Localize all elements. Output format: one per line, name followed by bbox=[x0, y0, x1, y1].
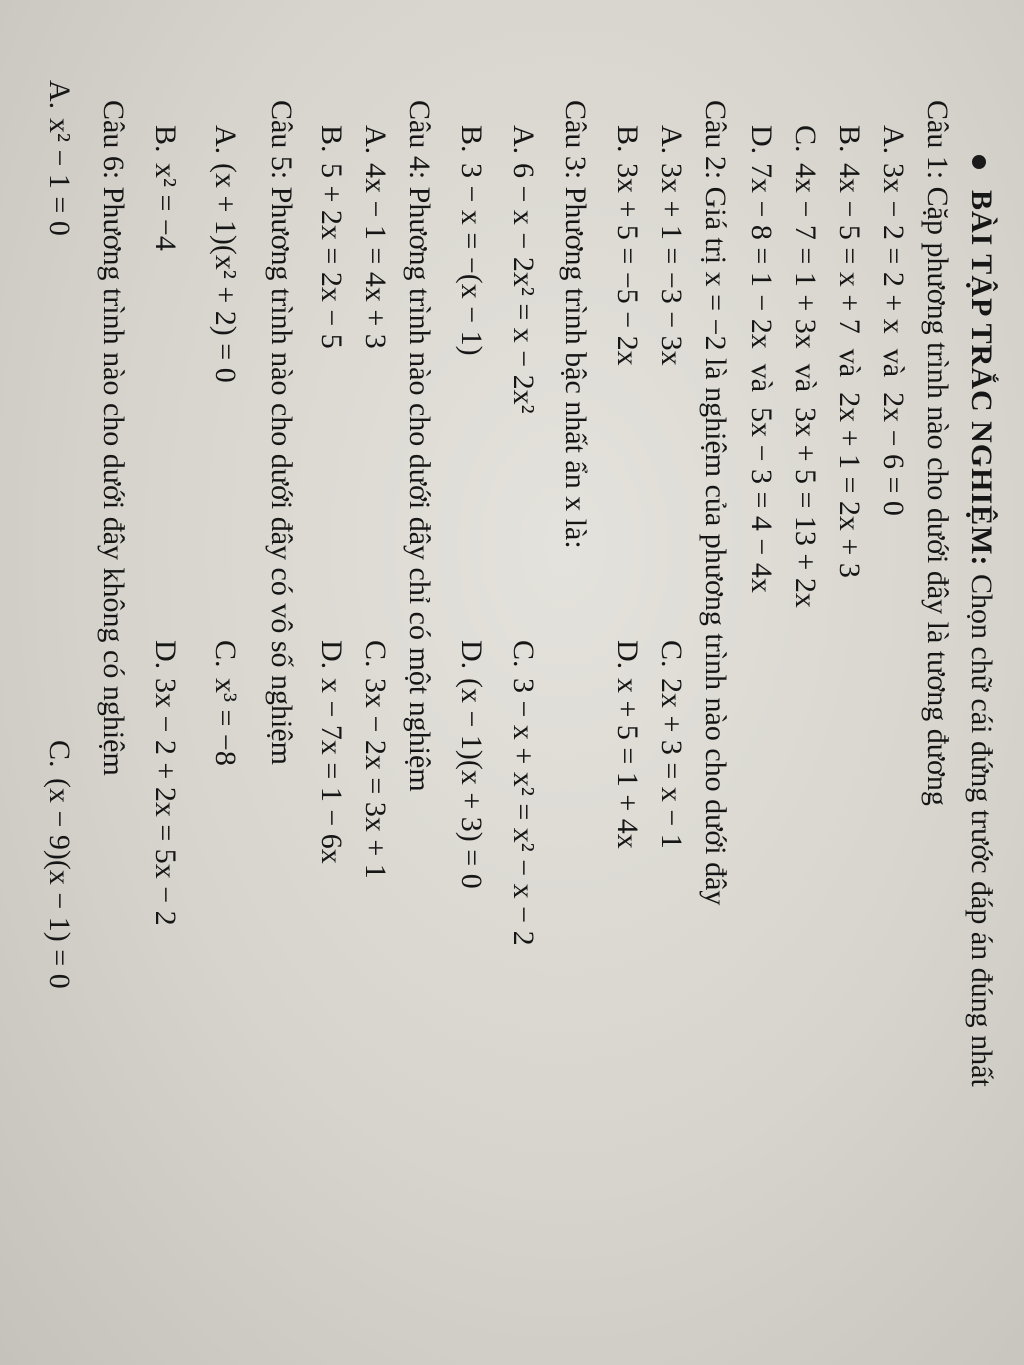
question-4-option-d: D.x − 7x = 1 − 6x bbox=[315, 640, 348, 864]
question-5-option-a: A.(x + 1)(x² + 2) = 0 bbox=[209, 125, 242, 383]
question-2-text: Câu 2: Giá trị x = −2 là nghiệm của phương trình nào cho dưới đây bbox=[699, 100, 732, 906]
question-1-option-d: D.7x − 8 = 1 − 2x và 5x − 3 = 4 − 4x bbox=[745, 125, 778, 593]
question-3-option-c: C.3 − x + x² = x² − x − 2 bbox=[507, 640, 540, 946]
question-4-option-a: A.4x − 1 = 4x + 3 bbox=[359, 125, 392, 349]
question-1-option-a: A.3x − 2 = 2 + x và 2x − 6 = 0 bbox=[877, 125, 910, 516]
question-6-option-a: A.x² − 1 = 0 bbox=[43, 80, 76, 236]
question-6-option-c: C.(x − 9)(x − 1) = 0 bbox=[43, 740, 76, 989]
question-3-option-a: A.6 − x − 2x² = x − 2x² bbox=[507, 125, 540, 414]
question-2-option-b: B.3x + 5 = −5 − 2x bbox=[611, 125, 644, 366]
question-1-text: Câu 1: Cặp phương trình nào cho dưới đây là tương đương bbox=[921, 100, 954, 806]
question-5-text: Câu 5: Phương trình nào cho dưới đây có vô số nghiệm bbox=[265, 100, 298, 766]
question-5-option-d: D.3x − 2 + 2x = 5x − 2 bbox=[149, 640, 182, 926]
question-3-option-d: D.(x − 1)(x + 3) = 0 bbox=[455, 640, 488, 889]
question-4-option-c: C.3x − 2x = 3x + 1 bbox=[359, 640, 392, 879]
question-5-option-c: C.x³ = −8 bbox=[209, 640, 242, 766]
question-5-option-b: B.x² = −4 bbox=[149, 125, 182, 251]
worksheet-instruction: Chọn chữ cái đứng trước đáp án đúng nhất bbox=[965, 573, 998, 1087]
question-3-text: Câu 3: Phương trình bậc nhất ẩn x là: bbox=[559, 100, 592, 549]
worksheet-header bbox=[964, 190, 998, 1087]
question-4-text: Câu 4: Phương trình nào cho dưới đây chỉ có một nghiệm bbox=[403, 100, 436, 792]
worksheet-title: BÀI TẬP TRẮC NGHIỆM: bbox=[965, 190, 998, 567]
question-1-option-b: B.4x − 5 = x + 7 và 2x + 1 = 2x + 3 bbox=[833, 125, 866, 578]
question-2-option-d: D.x + 5 = 1 + 4x bbox=[611, 640, 644, 849]
question-3-option-b: B.3 − x = −(x − 1) bbox=[455, 125, 488, 356]
question-6-text: Câu 6: Phương trình nào cho dưới đây không có nghiệm bbox=[97, 100, 130, 776]
question-4-option-b: B.5 + 2x = 2x − 5 bbox=[315, 125, 348, 349]
question-1-option-c: C.4x − 7 = 1 + 3x và 3x + 5 = 13 + 2x bbox=[789, 125, 822, 608]
bullet-icon bbox=[972, 155, 986, 169]
question-2-option-a: A.3x + 1 = −3 − 3x bbox=[655, 125, 688, 366]
question-2-option-c: C.2x + 3 = x − 1 bbox=[655, 640, 688, 849]
